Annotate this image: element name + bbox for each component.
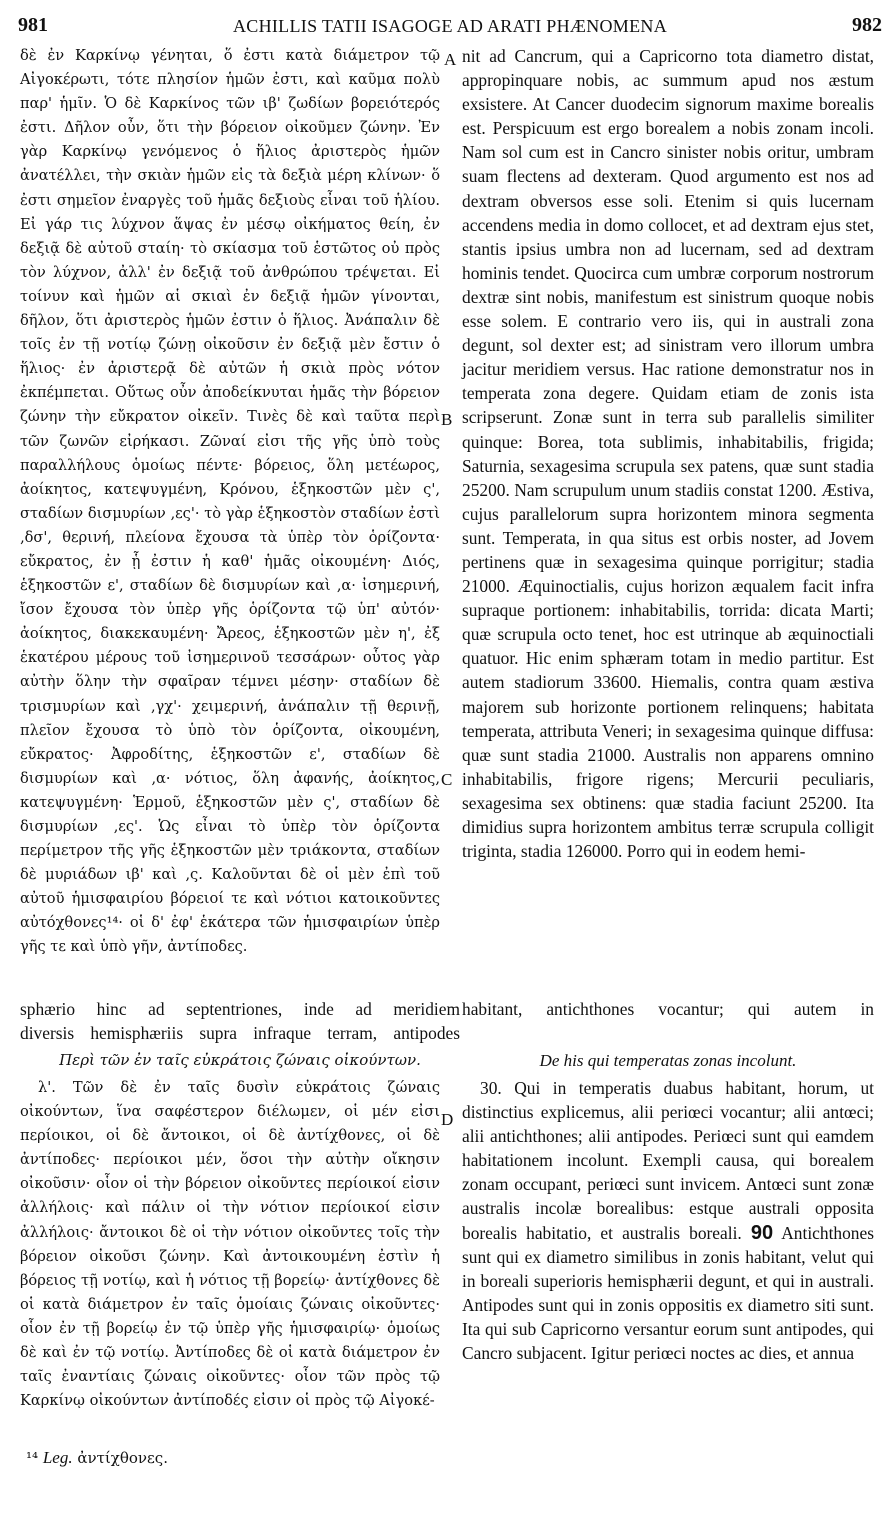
page-number-right: 982 <box>852 14 882 36</box>
section-heading-greek: Περὶ τῶν ἐν ταῖς εὐκράτοις ζώναις οἰκούντων. <box>59 1051 421 1069</box>
greek-column-top <box>20 44 440 960</box>
greek-paragraph-1: δὲ ἐν Καρκίνῳ γένηται, ὅ ἐστι κατὰ διάμετρον τῷ Αἰγοκέρωτι, τότε πλησίον ἡμῶν ἐστι, καὶ καῦμα πολὺ παρ' ἡμῖν. Ὁ δὲ Καρκίνος τῶν ιβ' ζωδίων βορειότερός ἐστι. Δῆλον οὖν, ὅτι τὴν βόρειον οἰκοῦμεν ζώνην. Ἐν γὰρ Καρκίνῳ γενόμενος ὁ ἥλιος ἀριστερὸς ἡμῶν ἀνατέλλει, τὴν σκιὰν ἡμῶν εἰς τὰ δεξιὰ μέρη κλίνων· ὅ ἐστι σημεῖον ἐναργὲς τοῦ ἡμᾶς δεξιοὺς εἶναι τοῦ ἡλίου. Εἰ γάρ τις λύχνον ἅψας ἐν μέσῳ οἰκήματος θείη, ἐν δεξιᾷ δὲ αὐτοῦ σταίη· τὸ σκίασμα τοῦ ἑστῶτος οὐ πρὸς τὸν λύχνον, ἀλλ' ἐν δεξιᾷ τοῦ ἀνθρώπου τρέψεται. Εἰ τοίνυν καὶ ἡμῶν αἱ σκιαὶ ἐν δεξιᾷ ἡμῶν γίνονται, δῆλον, ὅτι ἀριστερὸς ἡμῶν ἐστιν ὁ ἥλιος. Ἀνάπαλιν δὲ τοῖς ἐν τῇ νοτίῳ ζώνῃ οἰκοῦσιν ἐν δεξιᾷ μὲν ἔστιν ὁ ἥλιος· ἐν ἀριστερᾷ δὲ αὐτῶν ἡ σκιὰ πρὸς νότον ἐκπέμπεται. Οὕτως οὖν ἀποδείκνυται ἡμᾶς τὴν βόρειον ζώνην τὴν εὔκρατον οἰκεῖν. Τινὲς δὲ καὶ ταῦτα περὶ τῶν ζωνῶν εἰρήκασι. Ζῶναί εἰσι τῆς γῆς ὑπὸ τοὺς παραλλήλους ὁμοίως πέντε· βόρειος, ὅλη μετέωρος, ἀοίκητος, κατεψυγμένη, Κρόνου, ἑξηκοστῶν μὲν ς', σταδίων δισμυρίων ‚ες'· τὸ γὰρ ἑξηκοστὸν σταδίων ἐστὶ ‚δσ', θερινή, πλείονα ἔχουσα τὰ ὑπὲρ τὸν ὁρίζοντα· εὔκρατος, ἐν ᾗ ἐστιν ἡ καθ' ἡμᾶς οἰκουμένη· Διός, ἑξηκοστῶν ε', σταδίων δὲ δισμυρίων καὶ ‚α· ἰσημερινή, ἴσον ἔχουσα τὸν ὑπὲρ γῆς ὁρίζοντα τῷ ὑπ' αὐτόν· ἀοίκητος, διακεκαυμένη· Ἄρεος, ἑξηκοστῶν μὲν η', ἐξ ἑκατέρου μέρους τοῦ ἰσημερινοῦ τεσσάρων· οὗτος γὰρ αὐτὴν ὅλην τὴν σφαῖραν τέμνει μέσην· σταδίων δὲ τρισμυρίων καὶ ‚γχ'· χειμερινή, ἀνάπαλιν τῇ θερινῇ, πλεῖον ἔχουσα τὸ ὑπὸ τὸν ὁρίζοντα, οἰκουμένη, εὔκρατος· Ἀφροδίτης, ἑξηκοστῶν ε', σταδίων δὲ δισμυρίων καὶ ‚α· νότιος, ὅλη ἀφανής, ἀοίκητος, κατεψυγμένη· Ἑρμοῦ, ἑξηκοστῶν μὲν ς', σταδίων δὲ δισμυρίων ‚ες'. Ὡς εἶναι τὸ ὑπὲρ τὸν ὁρίζοντα περίμετρον τῆς γῆς ἑξηκοστῶν μὲν τριάκοντα, σταδίων δὲ μυριάδων ιβ' καὶ ‚ς. Καλοῦνται δὲ οἱ μὲν ἐπὶ τοῦ αὐτοῦ ἡμισφαιρίου βόρειοί τε καὶ νότιοι κατοικοῦντες αὐτόχθονες¹⁴· οἱ δ' ἐφ' ἑκάτερα τῶν ἡμισφαιρίων ὑπὲρ γῆς τε καὶ ὑπὸ γῆν, ἀντίποδες. <box>20 47 440 956</box>
latin-paragraph-1: nit ad Cancrum, qui a Capricorno tota diametro distat, appropinquare nobis, ac summum apud nos æstum exsistere. At Cancer duodecim signorum maxime borealis est. Perspicuum est ergo borealem a nobis zonam incoli. Nam sol cum est in Cancro sinister nobis oritur, umbram suam flectens ad dexteram. Quod argumento est nos ad dextram obversos esse soli. Etenim si quis lucernam accendens media in domo collocet, et ad dextram ejus stet, stantis ipsius umbra non ad lucernam, sed ad dextram hominis tendet. Quocirca cum umbræ corporum nostrorum dextræ sint nobis, manifestum est sinistrum quoque nobis esse solem. E contrario vero iis, qui in australi zona degunt, sol dexter est; ad sinistram vero illorum umbra jacitur meridiem versus. Hac ratione demonstratur nos in temperata zona degere. Quidam etiam de zonis ista scripserunt. Zonæ sunt in terra sub parallelis similiter quinque: Borea, tota sublimis, inhabitabilis, frigida; Saturnia, sexagesima scrupula sex patens, quæ sunt stadia 25200. Nam scrupulum unum stadiis constat 1200. Æstiva, cujus parallelorum supra horizontem minora segmenta sunt. Temperata, in qua situs est orbis noster, ad Jovem pertinens quæ in sexagesima quinque porrigitur; stadia 21000. Æquinoctialis, cujus horizon æqualem facit infra supraque portionem: inhabitabilis, torrida: dicata Marti; quæ scrupula octo tenet, hoc est utrinque ab æquinoctiali quatuor. Hic enim sphæram totam in medio partitur. Est autem stadiorum 33600. Hiemalis, contra quam æstiva majorem sub horizonte portionem relinquens; habitata temperata, attributa Veneri; in sexagesima quinque diffusa: quæ sunt stadia 21000. Australis non apparens omnino inhabitabilis, frigore rigens; Mercurii peculiaris, sexagesima sex obtinens: quæ stadia faciunt 25200. Ita dimidius supra horizontem ambitus terræ scrupula colligit triginta, stadia 126000. Porro qui in eodem hemi- <box>462 46 874 862</box>
margin-letter-d: D <box>441 1110 454 1129</box>
footnote-abbr: Leg. <box>42 1448 73 1467</box>
running-title: ACHILLIS TATII ISAGOGE AD ARATI PHÆNOMENA <box>232 16 668 36</box>
latin-paragraph-2-part-b: Antichthones sunt qui ex diametro similibus in zonis habitant, velut qui in boreali superioris hemisphærii degunt, et qui in australi. Antipodes sunt qui in zonis oppositis ex diametro siti sunt. Ita qui sub Capricorno versantur eorum sunt antipodes, qui Cancro subjacent. Igitur periœci noctes ac dies, et annua <box>462 1222 874 1364</box>
latin-paragraph-2-part-a: 30. Qui in temperatis duabus habitant, horum, ut distinctius explicemus, alii periœci vocantur; alii antœci; alii antichthones; alii antipodes. Periœci sunt qui eamdem habitationem incolunt. Exempli causa, qui borealem zonam occupant, periœci sunt invicem. Antœci sunt zonæ australis incolæ borealibus: estque australi opposita borealis habitatio, et australis boreali. <box>462 1078 874 1243</box>
latin-column-top <box>462 44 874 863</box>
page-number-left: 981 <box>18 14 48 36</box>
marker-90: 90 <box>750 1221 774 1244</box>
latin-continuation-line-1: sphærio hinc ad septentriones, inde ad meridiem <box>20 999 460 1019</box>
latin-paragraph-2 <box>462 1076 874 1365</box>
greek-column-bottom <box>20 1076 440 1413</box>
margin-letter-c: C <box>441 770 453 789</box>
margin-letter-b: B <box>441 410 453 429</box>
margin-letter-a: A <box>444 50 457 69</box>
footnote <box>26 1448 168 1468</box>
footnote-mark: ¹⁴ <box>26 1449 39 1467</box>
latin-column-bottom <box>462 1076 874 1365</box>
section-heading-latin: De his qui temperatas zonas incolunt. <box>539 1051 797 1070</box>
footnote-text: ἀντίχθονες. <box>77 1449 168 1467</box>
latin-continuation-line-2: diversis hemisphæriis supra infraque terram, antipodes <box>20 1023 460 1043</box>
latin-continuation-line-right: habitant, antichthones vocantur; qui autem in <box>462 999 874 1019</box>
running-header <box>18 14 882 38</box>
greek-paragraph-2: λ'. Τῶν δὲ ἐν ταῖς δυσὶν εὐκράτοις ζώναις οἰκούντων, ἵνα σαφέστερον διέλωμεν, οἱ μέν εἰσι περίοικοι, οἱ δὲ ἄντοικοι, οἱ δὲ ἀντίχθονες, οἱ δὲ ἀντίποδες· περίοικοι μέν, ὅσοι τὴν αὐτὴν οἴκησιν οἰκοῦσιν· οἷον οἱ τὴν βόρειον οἰκοῦντες περίοικοί εἰσιν ἀλλήλοις· καὶ πάλιν οἱ τὴν νότιον περίοικοί εἰσιν ἀλλήλοις· ἄντοικοι δὲ οἱ τὴν νότιον οἰκοῦντες τοῖς τὴν βόρειον οἰκοῦσι ζώνην. Καὶ ἀντοικουμένη ἐστὶν ἡ βόρειος τῇ νοτίῳ, καὶ ἡ νότιος τῇ βορείῳ· ἀντίχθονες δὲ οἱ κατὰ διάμετρον ἐν ταῖς ὁμοίαις ζώναις οἰκοῦντες· οἷον ἐν τῇ βορείῳ ἐν τῷ ὑπὲρ γῆς ἡμισφαιρίῳ· ὁμοίως δὲ καὶ ἐν τῷ νοτίῳ. Ἀντίποδες δὲ οἱ κατὰ διάμετρον ἐν ταῖς ἐναντίαις ζώναις οἰκοῦντες· οἷον τῶν πρὸς τῷ Καρκίνῳ οἰκούντων ἀντίποδές εἰσιν οἱ πρὸς τῷ Αἰγοκέ- <box>20 1079 440 1410</box>
